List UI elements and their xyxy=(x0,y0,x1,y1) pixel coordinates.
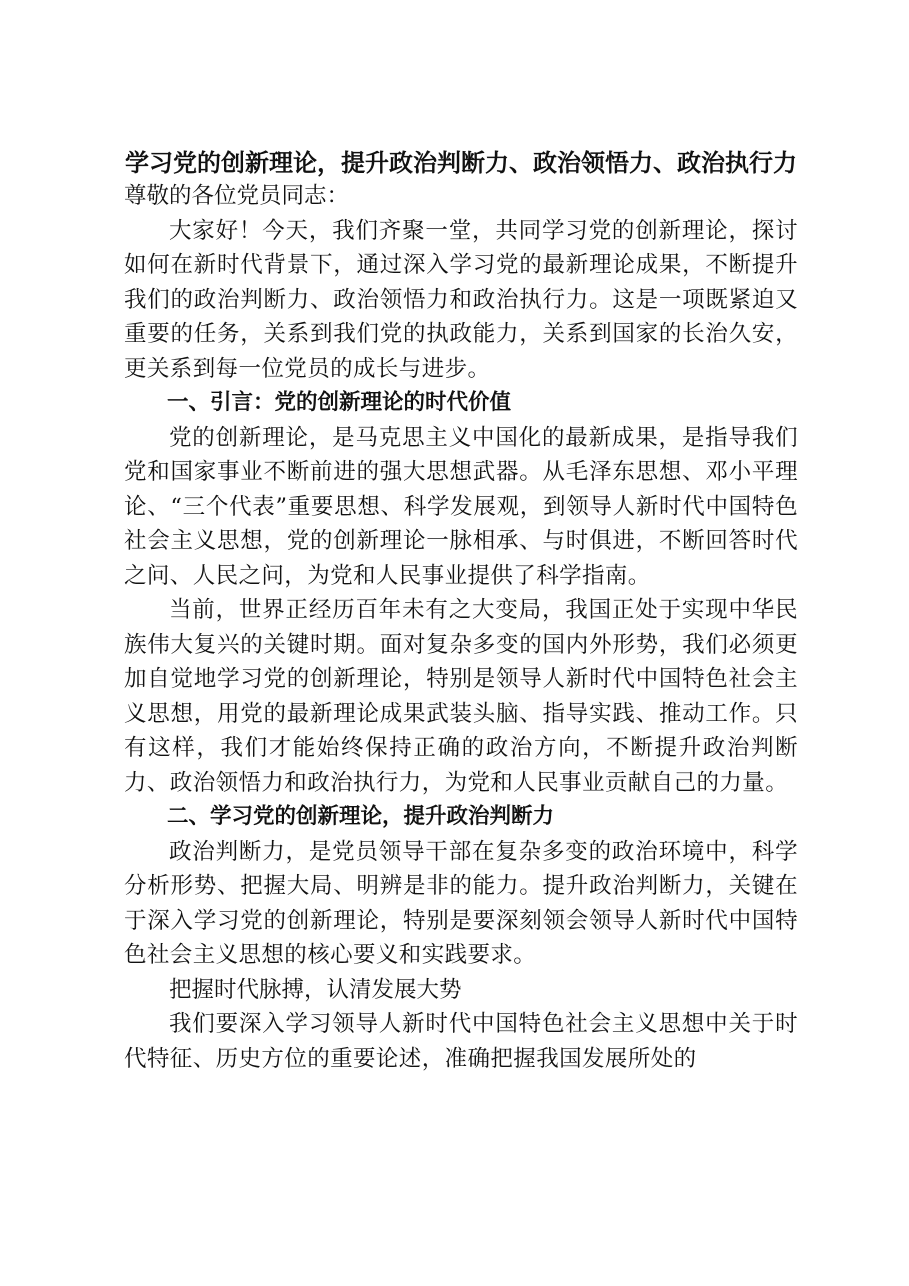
document-body xyxy=(124,146,798,1076)
section-1-heading: 一、引言：党的创新理论的时代价值 xyxy=(167,390,512,415)
section-2-paragraph-2: 我们要深入学习领导人新时代中国特色社会主义思想中关于时代特征、历史方位的重要论述，准确把握我国发展所处的 xyxy=(124,1011,798,1072)
document-title: 学习党的创新理论，提升政治判断力、政治领悟力、政治执行力 xyxy=(125,148,797,177)
salutation: 尊敬的各位党员同志： xyxy=(124,183,350,209)
section-1-paragraph-2: 当前，世界正经历百年未有之大变局，我国正处于实现中华民族伟大复兴的关键时期。面对复杂多变的国内外形势，我们必须更加自觉地学习党的创新理论，特别是领导人新时代中国特色社会主义思想，用党的最新理论成果武装头脑、指导实践、推动工作。只有这样，我们才能始终保持正确的政治方向，不断提升政治判断力、政治领悟力和政治执行力，为党和人民事业贡献自己的力量。 xyxy=(124,597,798,796)
section-2-subheading: 把握时代脉搏，认清发展大势 xyxy=(169,976,462,1003)
section-1-paragraph-1: 党的创新理论，是马克思主义中国化的最新成果，是指导我们党和国家事业不断前进的强大思想武器。从毛泽东思想、邓小平理论、“三个代表”重要思想、科学发展观，到领导人新时代中国特色社会主义思想，党的创新理论一脉相承、与时俱进，不断回答时代之问、人民之问，为党和人民事业提供了科学指南。 xyxy=(124,424,798,589)
intro-paragraph: 大家好！今天，我们齐聚一堂，共同学习党的创新理论，探讨如何在新时代背景下，通过深入学习党的最新理论成果，不断提升我们的政治判断力、政治领悟力和政治执行力。这是一项既紧迫又重要的任务，关系到我们党的执政能力，关系到国家的长治久安，更关系到每一位党员的成长与进步。 xyxy=(124,217,798,382)
section-2-heading: 二、学习党的创新理论，提升政治判断力 xyxy=(167,804,555,829)
section-2-paragraph-1: 政治判断力，是党员领导干部在复杂多变的政治环境中，科学分析形势、把握大局、明辨是非的能力。提升政治判断力，关键在于深入学习党的创新理论，特别是要深刻领会领导人新时代中国特色社会主义思想的核心要义和实践要求。 xyxy=(124,838,798,968)
